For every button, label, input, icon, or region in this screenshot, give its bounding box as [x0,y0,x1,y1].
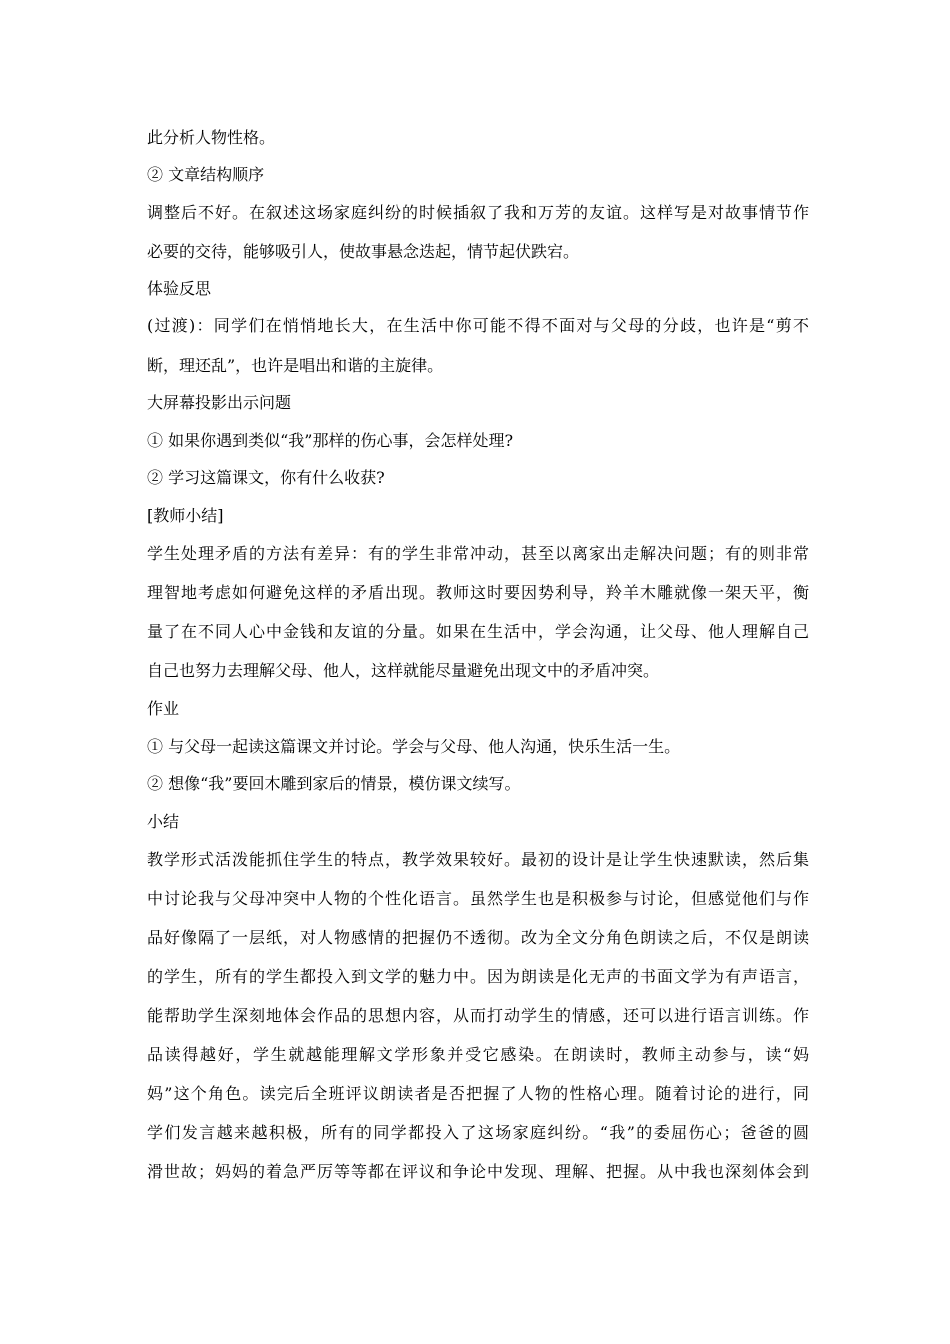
list-item: ② 学习这篇课文，你有什么收获? [147,468,385,487]
paragraph-line: 教学形式活泼能抓住学生的特点，教学效果较好。最初的设计是让学生快速默读，然后集 [147,850,809,869]
section-heading: ② 文章结构顺序 [147,165,265,184]
paragraph-line: 断，理还乱”，也许是唱出和谐的主旋律。 [147,356,444,375]
paragraph-line: 学生处理矛盾的方法有差异：有的学生非常冲动，甚至以离家出走解决问题；有的则非常 [147,544,809,563]
section-heading: 体验反思 [147,279,212,298]
paragraph-line: 滑世故；妈妈的着急严厉等等都在评议和争论中发现、理解、把握。从中我也深刻体会到 [147,1162,809,1181]
paragraph-line: 能帮助学生深刻地体会作品的思想内容，从而打动学生的情感，还可以进行语言训练。作 [147,1006,809,1025]
section-heading: [教师小结] [147,506,224,525]
section-heading: 作业 [147,699,180,718]
paragraph-line: 必要的交待，能够吸引人，使故事悬念迭起，情节起伏跌宕。 [147,242,580,261]
paragraph-line: 中讨论我与父母冲突中人物的个性化语言。虽然学生也是积极参与讨论，但感觉他们与作 [147,889,809,908]
paragraph-line: 学们发言越来越积极，所有的同学都投入了这场家庭纠纷。“我”的委屈伤心；爸爸的圆 [147,1123,809,1142]
paragraph-line: 理智地考虑如何避免这样的矛盾出现。教师这时要因势利导，羚羊木雕就像一架天平，衡 [147,583,809,602]
list-item: ① 如果你遇到类似“我”那样的伤心事，会怎样处理? [147,431,514,450]
paragraph-line: 调整后不好。在叙述这场家庭纠纷的时候插叙了我和万芳的友谊。这样写是对故事情节作 [147,203,809,222]
paragraph-line: 量了在不同人心中金钱和友谊的分量。如果在生活中，学会沟通，让父母、他人理解自己 [147,622,809,641]
paragraph-line: 品读得越好，学生就越能理解文学形象并受它感染。在朗读时，教师主动参与，读“妈 [147,1045,809,1064]
paragraph-line: 自己也努力去理解父母、他人，这样就能尽量避免出现文中的矛盾冲突。 [147,661,660,680]
text-line: 此分析人物性格。 [147,128,276,147]
section-heading: 小结 [147,812,180,831]
section-heading: 大屏幕投影出示问题 [147,393,292,412]
paragraph-line: 妈”这个角色。读完后全班评议朗读者是否把握了人物的性格心理。随着讨论的进行，同 [147,1084,809,1103]
list-item: ② 想像“我”要回木雕到家后的情景，模仿课文续写。 [147,774,521,793]
list-item: ① 与父母一起读这篇课文并讨论。学会与父母、他人沟通，快乐生活一生。 [147,737,681,756]
paragraph-line: (过渡)：同学们在悄悄地长大，在生活中你可能不得不面对与父母的分歧，也许是“剪不 [147,316,809,335]
paragraph-line: 的学生，所有的学生都投入到文学的魅力中。因为朗读是化无声的书面文学为有声语言， [147,967,809,986]
paragraph-line: 品好像隔了一层纸，对人物感情的把握仍不透彻。改为全文分角色朗读之后，不仅是朗读 [147,928,809,947]
